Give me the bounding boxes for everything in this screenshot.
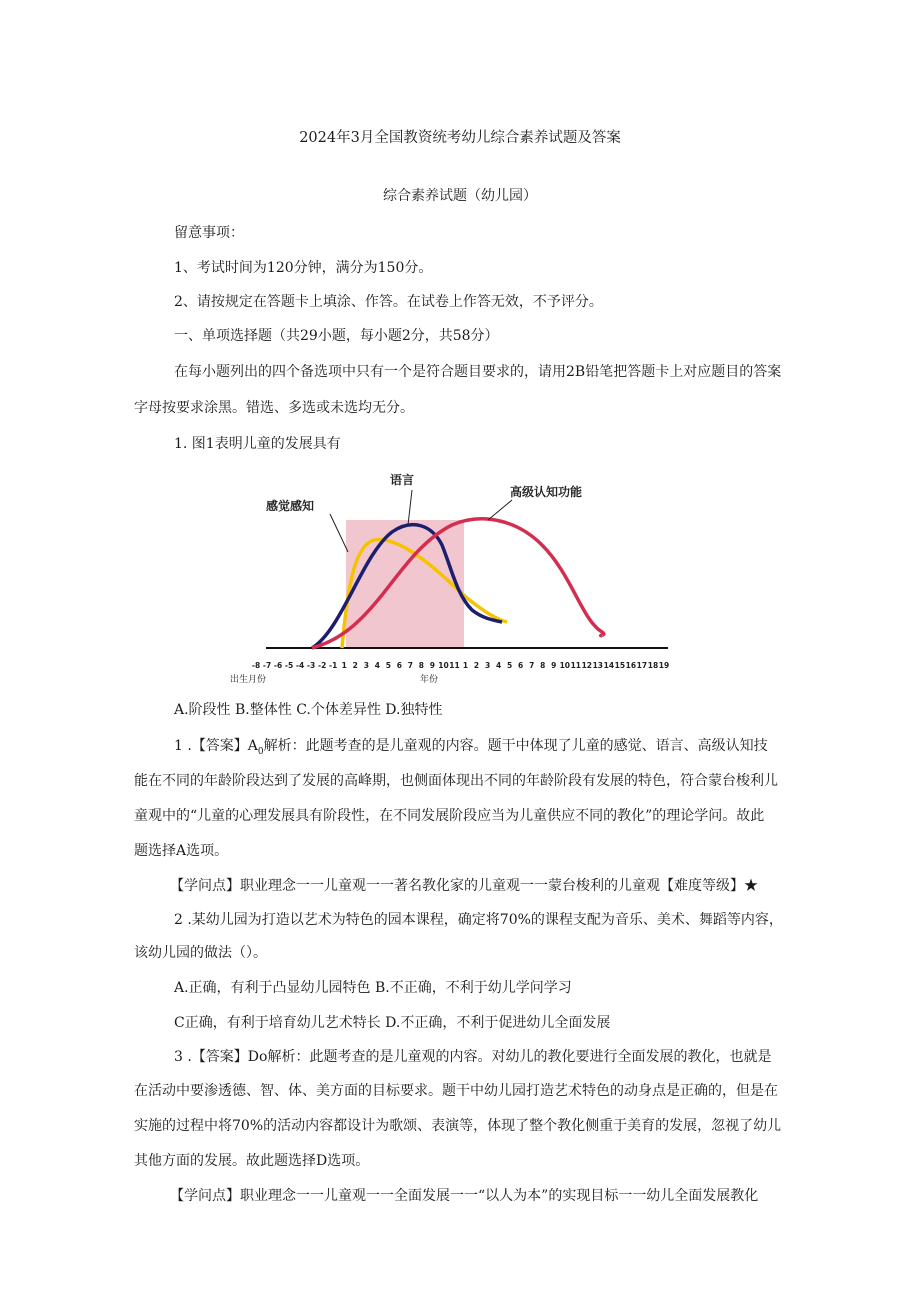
x-tick-label: 9 (551, 661, 557, 670)
label-leader (330, 514, 348, 552)
x-tick-label: 10 (438, 661, 449, 670)
x-tick-label: 9 (429, 661, 436, 670)
x-tick-label: 5 (506, 661, 513, 670)
x-tick-label: 4 (495, 661, 502, 670)
section-heading: 一、单项选择题（共29小题，每小题2分，共58分） (174, 328, 499, 344)
question-1-options: A.阶段性 B.整体性 C.个体差异性 D.独特性 (174, 702, 443, 718)
x-tick-label: 3 (363, 661, 369, 670)
x-tick-label: 2 (473, 661, 480, 670)
x-tick-label: 16 (625, 661, 637, 670)
x-tick-label: 2 (352, 661, 358, 670)
x-tick-label: -2 (318, 661, 327, 670)
x-tick-label: 7 (529, 661, 535, 670)
x-axis-label-left: 出生月份 (230, 675, 267, 685)
x-tick-label: 15 (614, 661, 626, 670)
series-label: 语言 (390, 473, 415, 487)
notes-heading: 留意事项： (174, 225, 244, 241)
answer-1-line: 童观中的“儿童的心理发展具有阶段性，在不同发展阶段应当为儿童供应不同的教化”的理论学问。故此 (134, 808, 765, 824)
x-tick-label: -4 (295, 661, 305, 670)
x-tick-label: 11 (449, 661, 460, 670)
x-tick-label: 11 (570, 661, 582, 670)
answer-2-line: 3 .【答案】Do解析：此题考查的是儿童观的内容。对幼儿的教化要进行全面发展的教化，也就是 (174, 1049, 772, 1065)
answer-1-line: 题选择A选项。 (134, 843, 229, 859)
x-tick-label: 3 (484, 661, 491, 670)
question-2-options: C正确，有利于培育幼儿艺术特长 D.不正确，不利于促进幼儿全面发展 (174, 1015, 611, 1031)
instruction-line: 在每小题列出的四个备选项中只有一个是符合题目要求的，请用2B铅笔把答题卡上对应题目的答案 (174, 364, 782, 380)
x-tick-label: -3 (306, 661, 316, 670)
highlight-band (346, 520, 464, 648)
x-axis-label-right: 年份 (420, 675, 439, 685)
x-tick-label: 12 (581, 661, 593, 670)
label-leader (408, 490, 412, 525)
x-tick-label: 4 (374, 661, 380, 670)
label-leader (488, 500, 512, 520)
x-tick-label: 5 (385, 661, 391, 670)
x-tick-label: 10 (559, 661, 571, 670)
question-2-line: 2 .某幼儿园为打造以艺术为特色的园本课程，确定将70%的课程支配为音乐、美术、舞蹈等内容， (174, 912, 783, 928)
answer-1-line: 能在不同的年龄阶段达到了发展的高峰期，也侧面体现出不同的年龄阶段有发展的特色，符合蒙台梭利儿 (134, 773, 778, 789)
series-label: 感觉感知 (266, 499, 315, 513)
question-1: 1. 图1表明儿童的发展具有 (174, 436, 341, 452)
x-tick-label: 17 (636, 661, 648, 670)
document-subtitle: 综合素养试题（幼儿园） (383, 188, 537, 204)
answer-1-sub: 0 (257, 746, 264, 757)
x-tick-label: -5 (284, 661, 294, 670)
knowledge-point-2: 【学问点】职业理念一一儿童观一一全面发展一一“以人为本”的实现目标一一幼儿全面发展教化 (170, 1188, 759, 1204)
x-tick-label: 7 (407, 661, 414, 670)
x-tick-label: -6 (273, 661, 283, 670)
x-tick-label: 1 (462, 661, 469, 670)
question-2-line: 该幼儿园的做法（）。 (134, 945, 267, 961)
answer-1-prefix: 1 .【答案】A (174, 738, 258, 754)
x-tick-label: 19 (658, 661, 670, 670)
x-tick-label: 1 (341, 661, 347, 670)
x-tick-label: -1 (329, 661, 338, 670)
answer-2-line: 在活动中要渗透德、智、体、美方面的目标要求。题干中幼儿园打造艺术特色的动身点是正确的，但是在 (134, 1083, 778, 1099)
x-tick-label: -7 (262, 661, 272, 670)
answer-1-line (174, 736, 768, 762)
instruction-line: 字母按要求涂黑。错选、多选或未选均无分。 (134, 400, 414, 416)
note-1: 1、考试时间为120分钟，满分为150分。 (174, 260, 433, 276)
answer-2-line: 其他方面的发展。故此题选择D选项。 (134, 1153, 370, 1169)
x-tick-label: 8 (540, 661, 546, 670)
x-tick-label: 8 (418, 661, 425, 670)
document-title: 2024年3月全国教资统考幼儿综合素养试题及答案 (299, 130, 621, 146)
x-tick-label: 14 (603, 661, 615, 670)
x-tick-label: -8 (251, 661, 261, 670)
series-label: 高级认知功能 (510, 485, 583, 499)
x-tick-label: 6 (396, 661, 403, 670)
x-tick-label: 18 (647, 661, 659, 670)
note-2: 2、请按规定在答题卡上填涂、作答。在试卷上作答无效，不予评分。 (174, 294, 603, 310)
x-tick-label: 13 (592, 661, 604, 670)
x-tick-label: 6 (517, 661, 524, 670)
development-chart (230, 470, 672, 690)
answer-2-line: 实施的过程中将70%的活动内容都设计为歌颂、表演等，体现了整个教化侧重于美育的发展，忽视了幼儿 (134, 1118, 782, 1134)
answer-1-text: 解析：此题考查的是儿童观的内容。题干中体现了儿童的感觉、语言、高级认知技 (263, 738, 768, 754)
question-2-options: A.正确，有利于凸显幼儿园特色 B.不正确，不利于幼儿学问学习 (174, 980, 572, 996)
knowledge-point-1: 【学问点】职业理念一一儿童观一一著名教化家的儿童观一一蒙台梭利的儿童观【难度等级】★ (170, 878, 758, 894)
